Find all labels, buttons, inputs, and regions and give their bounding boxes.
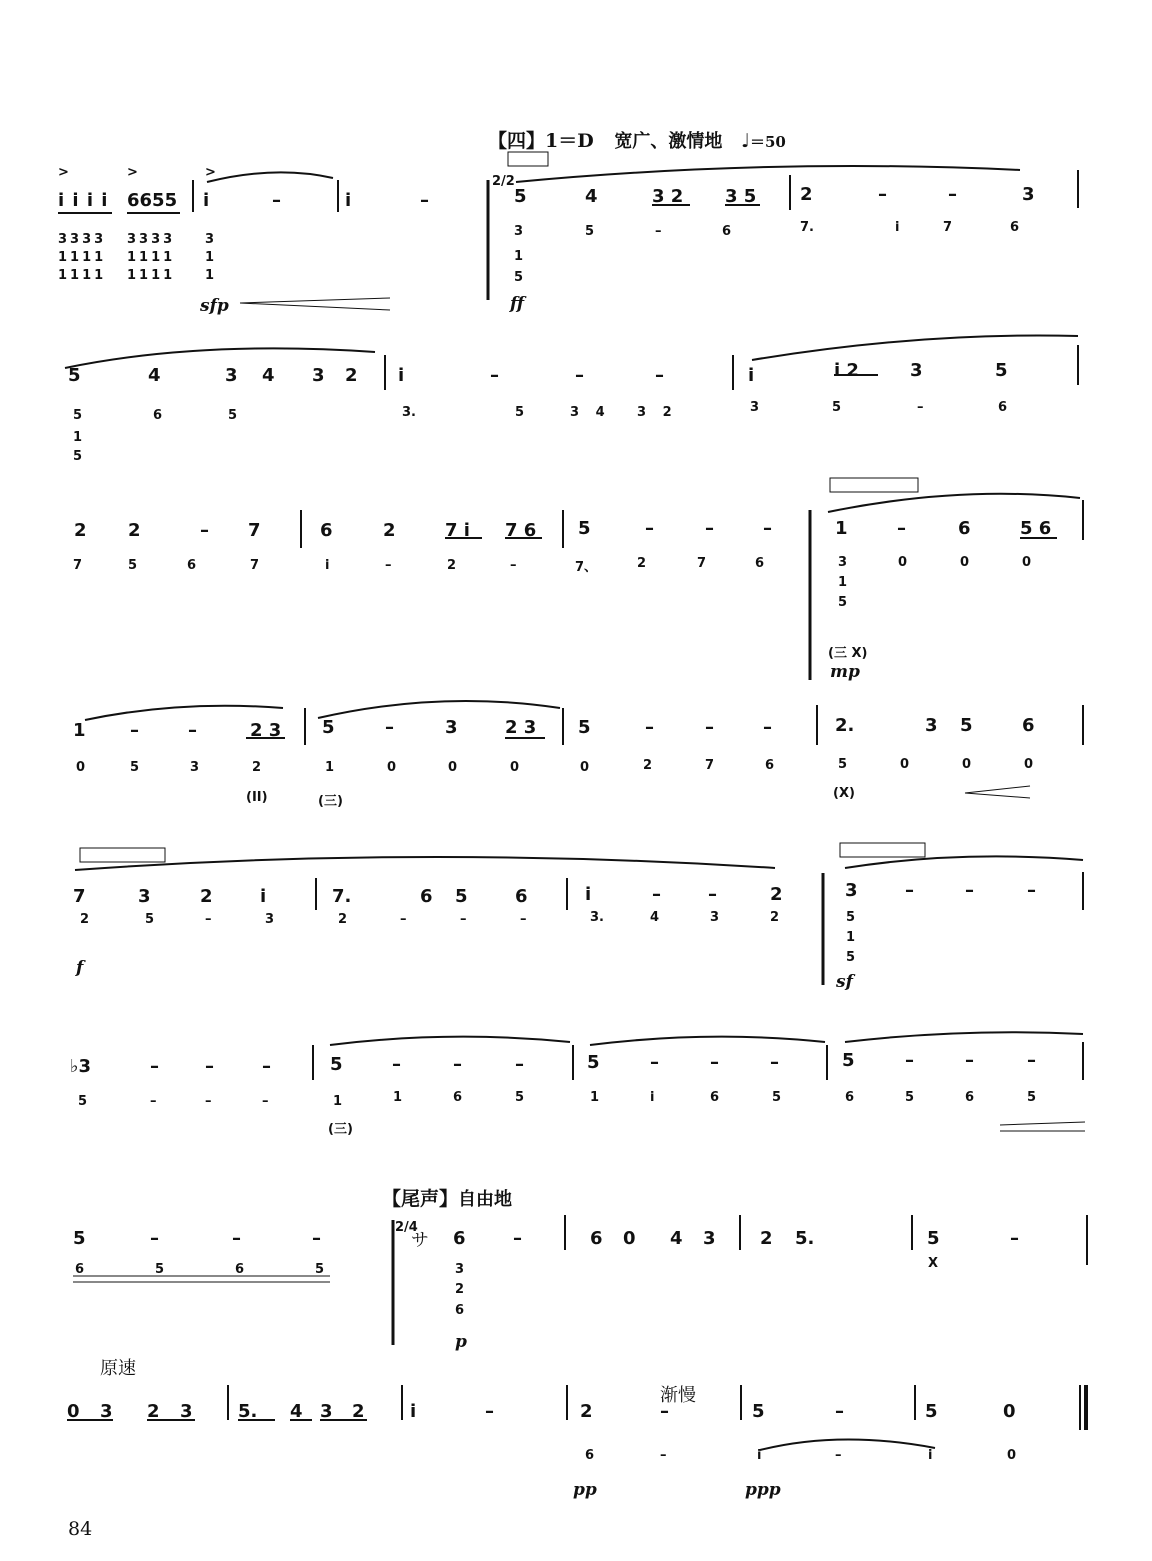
note-group: i i i i (58, 190, 109, 211)
rest: 0 (448, 760, 458, 775)
note: 2 (200, 886, 213, 907)
note: 5 (322, 717, 335, 738)
dash: – (655, 365, 664, 386)
note: 2 (345, 365, 358, 386)
rest: 0 (623, 1228, 636, 1249)
dash: – (420, 190, 429, 211)
chord-row: 3333 (58, 232, 107, 247)
page-number: 84 (68, 1518, 93, 1540)
dash: – (705, 518, 714, 539)
dash: – (835, 1448, 842, 1463)
dash: – (650, 1052, 659, 1073)
rest: 0 (1007, 1448, 1017, 1463)
chord-note: 5 (846, 910, 856, 925)
dash: – (150, 1094, 157, 1109)
dash: – (385, 717, 394, 738)
chord-row: 1111 (58, 250, 107, 265)
chord-note: 6 (75, 1262, 85, 1277)
rest: 0 (1003, 1401, 1016, 1422)
note: 2 (770, 884, 783, 905)
chord-note: 7 (73, 558, 83, 573)
quarter-note-icon: ♩ (740, 130, 750, 152)
chord-group: 3 4 (570, 405, 611, 420)
note-group: 3 5 (725, 186, 757, 207)
note: 5 (927, 1228, 940, 1249)
note: i (203, 190, 210, 211)
dash: – (262, 1094, 269, 1109)
note: 3 (703, 1228, 716, 1249)
chord-note: 3 (838, 555, 848, 570)
section-header (488, 126, 786, 153)
dash: – (965, 1050, 974, 1071)
rest: 0 (387, 760, 397, 775)
note: 4 (290, 1401, 303, 1422)
dash: – (485, 1401, 494, 1422)
time-signature-2-4: 2/4 (395, 1220, 418, 1235)
chord-note: 6 (153, 408, 163, 423)
chord-note: 1 (205, 250, 215, 265)
note: 2 (760, 1228, 773, 1249)
note: 3 (925, 715, 938, 736)
note: 4 (585, 186, 598, 207)
chord-note: i (650, 1090, 655, 1105)
note: 5 (960, 715, 973, 736)
note: 5 (752, 1401, 765, 1422)
dash: – (453, 1054, 462, 1075)
chord-note: 1 (846, 930, 856, 945)
chord-note: 5 (73, 449, 83, 464)
note: i (410, 1401, 417, 1422)
accent-mark: > (58, 165, 69, 180)
key-signature: 1＝D (545, 130, 594, 152)
chord-note: 1 (333, 1094, 343, 1109)
chord-note: 6 (998, 400, 1008, 415)
dash: – (917, 400, 924, 415)
note: 3 (180, 1401, 193, 1422)
chord-note: 6 (965, 1090, 975, 1105)
chord-note: 5 (846, 950, 856, 965)
chord-note: 5 (838, 757, 848, 772)
tempo-value: ＝50 (749, 133, 786, 151)
dash: – (708, 884, 717, 905)
dash: – (660, 1448, 667, 1463)
chord-note: 3 (455, 1262, 465, 1277)
chord-note: 6 (845, 1090, 855, 1105)
chord-note: 7. (800, 220, 814, 235)
dash: – (520, 912, 527, 927)
chord-note: 3 (710, 910, 720, 925)
coda-label: 【尾声】 (382, 1188, 459, 1210)
note: 2 (580, 1401, 593, 1422)
note: i (345, 190, 352, 211)
chord-note: 5 (128, 558, 138, 573)
chord-note: 5 (838, 595, 848, 610)
note: 2 (128, 520, 141, 541)
dash: – (400, 912, 407, 927)
dash: – (660, 1401, 669, 1422)
note: 6 (420, 886, 433, 907)
tempo-mark: 原速 (100, 1358, 136, 1379)
note: 1 (835, 518, 848, 539)
chord-note: 3. (402, 405, 416, 420)
note: 5 (578, 717, 591, 738)
note: 6 (590, 1228, 603, 1249)
dash: – (878, 184, 887, 205)
technique-mark: (三) (318, 794, 343, 809)
note: 2 (383, 520, 396, 541)
note: 5 (925, 1401, 938, 1422)
chord-row: 1111 (127, 250, 176, 265)
technique-mark: (X) (833, 786, 855, 801)
note: 5 (68, 365, 81, 386)
chord-note: i (895, 220, 900, 235)
note: 3 (320, 1401, 333, 1422)
dynamic-mark: sf (836, 972, 853, 992)
chord-row: 3333 (127, 232, 176, 247)
note-group: 6655 (127, 190, 178, 211)
dash: – (232, 1228, 241, 1249)
note: 3 (312, 365, 325, 386)
note: 6 (453, 1228, 466, 1249)
dash: – (515, 1054, 524, 1075)
dash: – (1027, 880, 1036, 901)
chord-note: 7 (943, 220, 953, 235)
note: 5 (514, 186, 527, 207)
dash: – (948, 184, 957, 205)
section-label: 【四】 (488, 130, 546, 152)
note: ♭3 (70, 1056, 92, 1077)
dash: – (897, 518, 906, 539)
dynamic-mark: pp (573, 1480, 597, 1500)
chord-note: 1 (393, 1090, 403, 1105)
dash: – (205, 1094, 212, 1109)
dynamic-mark: ff (510, 294, 525, 314)
note: 7 (73, 886, 86, 907)
chord-note: 2 (455, 1282, 465, 1297)
dash: – (763, 717, 772, 738)
dash: – (130, 720, 139, 741)
technique-mark: (II) (246, 790, 268, 805)
note: 5 (995, 360, 1008, 381)
dash: – (705, 717, 714, 738)
dash: – (150, 1056, 159, 1077)
chord-note: 2 (770, 910, 780, 925)
note: 5 (587, 1052, 600, 1073)
chord-note: 7 (250, 558, 260, 573)
rest: 0 (900, 757, 910, 772)
chord-note: 2 (637, 556, 647, 571)
note: 2 (74, 520, 87, 541)
dynamic-mark: f (76, 958, 84, 978)
dash: – (835, 1401, 844, 1422)
note-group: 2 3 (250, 720, 282, 741)
accent-mark: > (205, 165, 216, 180)
chord-note: 5 (130, 760, 140, 775)
chord-note: 6 (455, 1303, 465, 1318)
note: 2 (800, 184, 813, 205)
rest: 0 (510, 760, 520, 775)
chord-note: i (757, 1448, 762, 1463)
coda-expression: 自由地 (458, 1189, 513, 1210)
chord-note: 1 (514, 249, 524, 264)
note: 3 (138, 886, 151, 907)
chord-note: 4 (650, 910, 660, 925)
chord-note: 2 (252, 760, 262, 775)
chord-note: 5 (772, 1090, 782, 1105)
chord-note: 6 (710, 1090, 720, 1105)
note: 1 (73, 720, 86, 741)
note: 2 (352, 1401, 365, 1422)
dash: – (392, 1054, 401, 1075)
rest: 0 (962, 757, 972, 772)
note-group: 5 6 (1020, 518, 1052, 539)
chord-note: 5 (73, 408, 83, 423)
note: 3 (910, 360, 923, 381)
chord-note: 3 (750, 400, 760, 415)
dash: – (905, 1050, 914, 1071)
note: 2 (147, 1401, 160, 1422)
dynamic-mark: p (455, 1332, 467, 1352)
note: i (260, 886, 267, 907)
chord-note: 6 (755, 556, 765, 571)
chord-note: 5 (515, 1090, 525, 1105)
chord-note: 1 (838, 575, 848, 590)
note: 5 (842, 1050, 855, 1071)
chord-note: 6 (765, 758, 775, 773)
chord-note: 3. (590, 910, 604, 925)
chord-note: 5 (78, 1094, 88, 1109)
note: i (398, 365, 405, 386)
chord-note: i (325, 558, 330, 573)
dash: – (655, 224, 662, 239)
note: 4 (262, 365, 275, 386)
note-group: 7 i (445, 520, 470, 541)
note: 4 (670, 1228, 683, 1249)
dash: – (513, 1228, 522, 1249)
note-group: i 2 (834, 360, 859, 381)
chord-note: 1 (325, 760, 335, 775)
chord-note: 5 (155, 1262, 165, 1277)
chord-note: 5 (145, 912, 155, 927)
coda-header (382, 1184, 512, 1211)
dynamic-mark: sfp (200, 296, 229, 316)
dash: – (200, 520, 209, 541)
dash: – (150, 1228, 159, 1249)
dash: – (645, 717, 654, 738)
dash: – (262, 1056, 271, 1077)
note: 6 (958, 518, 971, 539)
dash: – (510, 558, 517, 573)
dash: – (965, 880, 974, 901)
note: 5 (330, 1054, 343, 1075)
note-group: 3 2 (652, 186, 684, 207)
chord-note: 2 (338, 912, 348, 927)
note: 5. (238, 1401, 258, 1422)
chord-note: 5 (585, 224, 595, 239)
dash: – (652, 884, 661, 905)
chord-row: 1111 (58, 268, 107, 283)
note-group: 7 6 (505, 520, 537, 541)
note: 5 (73, 1228, 86, 1249)
chord-note: 6 (585, 1448, 595, 1463)
note: 3 (225, 365, 238, 386)
chord-note: 7 (697, 556, 707, 571)
chord-note: 1 (590, 1090, 600, 1105)
note: 3 (445, 717, 458, 738)
note: 7 (248, 520, 261, 541)
dash: – (1010, 1228, 1019, 1249)
chord-note: 2 (643, 758, 653, 773)
chord-note: 2 (80, 912, 90, 927)
accent-mark: > (127, 165, 138, 180)
chord-note: 5 (315, 1262, 325, 1277)
note: 3 (1022, 184, 1035, 205)
chord-note: 1 (205, 268, 215, 283)
technique-mark: X (928, 1256, 939, 1271)
chord-note: 5 (228, 408, 238, 423)
chord-note: 6 (722, 224, 732, 239)
chord-note: 3 (190, 760, 200, 775)
chord-note: 5 (514, 270, 524, 285)
note: 6 (1022, 715, 1035, 736)
technique-mark: (三 X) (828, 646, 868, 661)
rest: 0 (76, 760, 86, 775)
free-meter-mark: サ (411, 1230, 429, 1251)
dash: – (905, 880, 914, 901)
dash: – (770, 1052, 779, 1073)
dash: – (205, 1056, 214, 1077)
dash: – (575, 365, 584, 386)
chord-note: 6 (1010, 220, 1020, 235)
dash: – (763, 518, 772, 539)
note: 7. (332, 886, 352, 907)
chord-group: 3 2 (637, 405, 678, 420)
dash: – (272, 190, 281, 211)
rest: 0 (960, 555, 970, 570)
note: 3 (100, 1401, 113, 1422)
expression-text: 宽广、激情地 (614, 131, 723, 152)
dash: – (460, 912, 467, 927)
note: 6 (320, 520, 333, 541)
rest: 0 (67, 1401, 80, 1422)
dash: – (205, 912, 212, 927)
dash: – (490, 365, 499, 386)
note: 5 (455, 886, 468, 907)
note: 3 (845, 880, 858, 901)
rest: 0 (898, 555, 908, 570)
chord-note: 1 (73, 430, 83, 445)
dash: – (1027, 1050, 1036, 1071)
note: i (748, 365, 755, 386)
dynamic-mark: ppp (745, 1480, 781, 1500)
chord-note: 3 (205, 232, 215, 247)
ritardando-mark: 渐慢 (660, 1385, 696, 1406)
note: 5. (795, 1228, 815, 1249)
chord-note: 6 (235, 1262, 245, 1277)
rest: 0 (1024, 757, 1034, 772)
technique-mark: (三) (328, 1122, 353, 1137)
note: 5 (578, 518, 591, 539)
note: i (585, 884, 592, 905)
chord-note: 3 (514, 224, 524, 239)
dash: – (188, 720, 197, 741)
chord-note: 7、 (575, 560, 598, 575)
chord-note: 6 (453, 1090, 463, 1105)
chord-note: 5 (905, 1090, 915, 1105)
dash: – (710, 1052, 719, 1073)
chord-note: 5 (1027, 1090, 1037, 1105)
rest: 0 (1022, 555, 1032, 570)
note: 4 (148, 365, 161, 386)
note: 6 (515, 886, 528, 907)
chord-note: 3 (265, 912, 275, 927)
chord-note: 2 (447, 558, 457, 573)
chord-note: i (928, 1448, 933, 1463)
rest: 0 (580, 760, 590, 775)
chord-row: 1111 (127, 268, 176, 283)
chord-note: 5 (515, 405, 525, 420)
dynamic-mark: mp (830, 662, 860, 682)
time-signature-2-2: 2/2 (492, 174, 515, 189)
chord-note: 5 (832, 400, 842, 415)
note: 2. (835, 715, 855, 736)
dash: – (385, 558, 392, 573)
note-group: 2 3 (505, 717, 537, 738)
dash: – (645, 518, 654, 539)
dash: – (312, 1228, 321, 1249)
chord-note: 6 (187, 558, 197, 573)
chord-note: 7 (705, 758, 715, 773)
